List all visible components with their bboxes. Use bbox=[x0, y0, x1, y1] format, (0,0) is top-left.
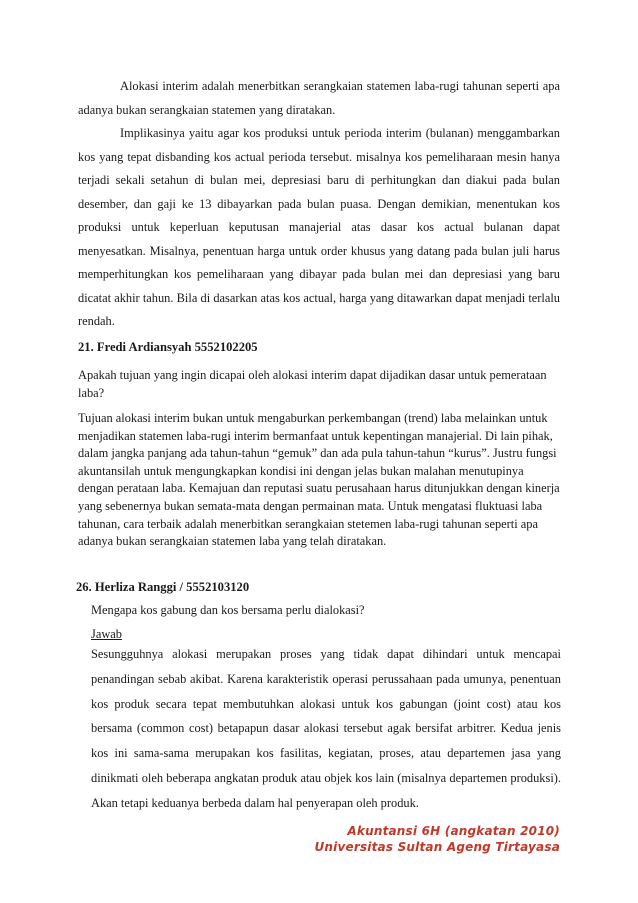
footer-university: Universitas Sultan Ageng Tirtayasa bbox=[314, 840, 560, 854]
entry-21-heading: 21. Fredi Ardiansyah 5552102205 bbox=[78, 340, 258, 354]
footer-program: Akuntansi 6H (angkatan 2010) bbox=[347, 824, 560, 838]
paragraph-implikasinya: Implikasinya yaitu agar kos produksi untuk perioda interim (bulanan) menggambarkan kos yang tepat disbanding kos actual perioda tersebut. misalnya kos pemeliharaan mesin hanya terjadi sekali setahun di bulan mei, depresiasi baru di perhitungkan dan diakui pada bulan desember, dan gaji ke 13 dibayarkan pada bulan puasa. Dengan demikian, menentukan kos produksi untuk keperluan keputusan manajerial atas dasar kos actual bulanan dapat menyesatkan. Misalnya, penentuan harga untuk order khusus yang datang pada bulan juli harus memperhitungkan kos pemeliharaan yang dibayar pada bulan mei dan depresiasi yang baru dicatat akhir tahun. Bila di dasarkan atas kos actual, harga yang ditawarkan dapat menjadi terlalu rendah. bbox=[78, 126, 560, 328]
entry-26-answer: Sesungguhnya alokasi merupakan proses yang tidak dapat dihindari untuk mencapai penandingan sebab akibat. Karena karakteristik operasi perussahaan pada umunya, penentuan kos produk secara tepat membutuhkan alokasi untuk kos gabungan (joint cost) atau kos bersama (common cost) betapapun dasar alokasi tersebut agak bersifat arbitrer. Kedua jenis kos ini sama-sama merupakan kos fasilitas, kegiatan, proses, atau departemen jasa yang dinikmati oleh beberapa angkatan produk atau objek kos lain (misalnya departemen produksi). Akan tetapi keduanya berbeda dalam hal penyerapan oleh produk. bbox=[91, 647, 561, 810]
entry-21-answer: Tujuan alokasi interim bukan untuk mengaburkan perkembangan (trend) laba melainkan untuk menjadikan statemen laba-rugi interim bermanfaat untuk kepentingan manajerial. Di lain pihak, dalam jangka panjang ada tahun-tahun “gemuk” dan ada pula tahun-tahun “kurus”. Justru fungsi akuntansilah untuk mengungkapkan kondisi ini dengan jelas bukan malahan menutupinya dengan perataan laba. Kemajuan dan reputasi suatu perusahaan harus ditunjukkan dengan kinerja yang sebenernya bukan semata-mata dengan permainan mata. Untuk mengatasi fluktuasi laba tahunan, cara terbaik adalah menerbitkan serangkaian stetemen laba-rugi tahunan seperti apa adanya bukan serangkaian statemen laba yang telah diratakan. bbox=[78, 411, 560, 549]
entry-26-answer-label: Jawab bbox=[91, 627, 122, 641]
entry-26-heading: 26. Herliza Ranggi / 5552103120 bbox=[76, 580, 250, 594]
paragraph-alokasi-interim: Alokasi interim adalah menerbitkan serangkaian statemen laba-rugi tahunan seperti apa adanya bukan serangkaian statemen yang diratakan. bbox=[78, 79, 560, 117]
entry-26-question: Mengapa kos gabung dan kos bersama perlu dialokasi? bbox=[91, 603, 365, 617]
entry-21-question: Apakah tujuan yang ingin dicapai oleh alokasi interim dapat dijadikan dasar untuk pemerataan laba? bbox=[78, 368, 547, 400]
